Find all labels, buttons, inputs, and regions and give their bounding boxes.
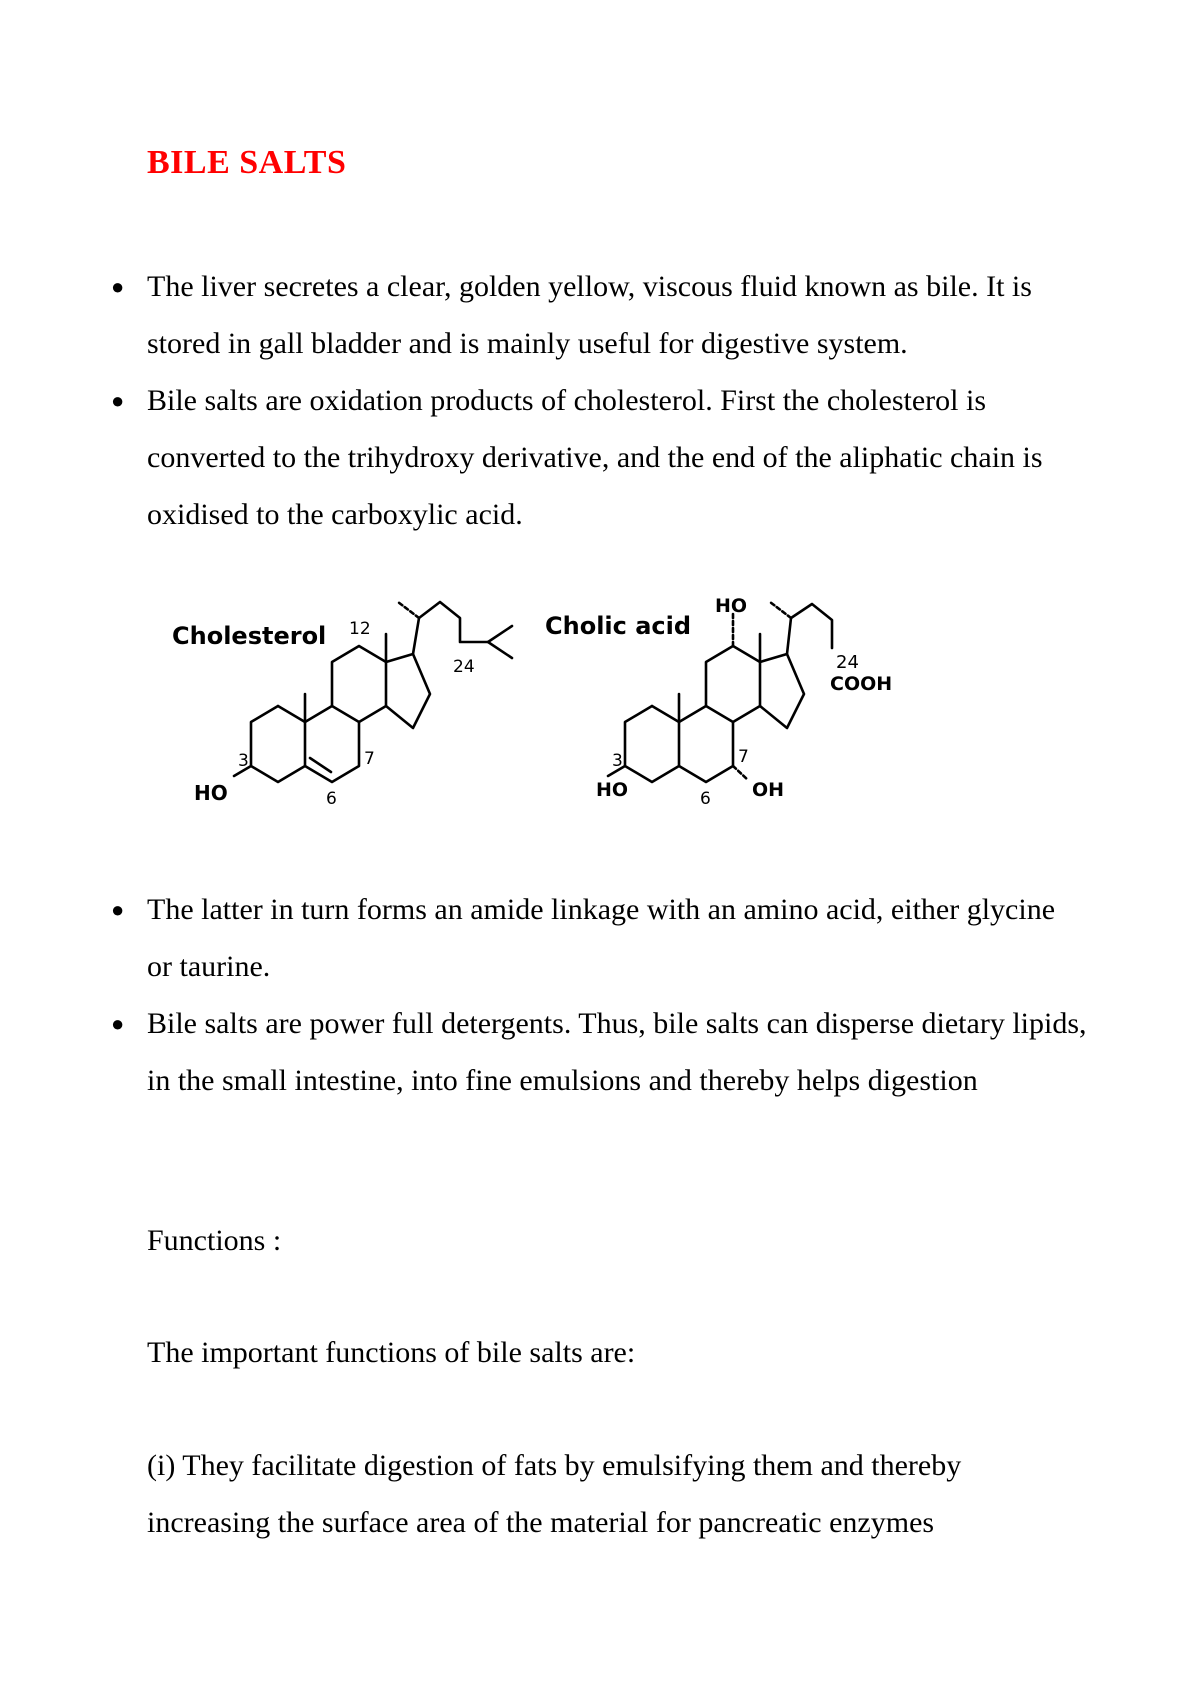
cholic-acid-c7-label: 7 xyxy=(738,747,749,767)
cholic-acid-oh-label: OH xyxy=(752,779,785,801)
cholesterol-label: Cholesterol xyxy=(172,622,327,650)
cholesterol-c12-label: 12 xyxy=(349,619,371,639)
cholic-acid-c24-label: 24 xyxy=(836,652,859,673)
cholesterol-ho-label: HO xyxy=(194,781,228,805)
bullet-dot-icon: ● xyxy=(111,274,125,299)
page-title: BILE SALTS xyxy=(147,144,347,181)
cholic-acid-labels xyxy=(545,595,892,809)
list-item xyxy=(111,258,1087,372)
list-item-text: Bile salts are oxidation products of cholesterol. First the cholesterol is converted to the trihydroxy derivative, and the end of the aliphatic chain is oxidised to the carboxylic acid. xyxy=(147,384,1043,531)
cholic-acid-label: Cholic acid xyxy=(545,612,692,640)
bullet-dot-icon: ● xyxy=(111,1011,125,1036)
list-item xyxy=(111,995,1087,1109)
bullet-dot-icon: ● xyxy=(111,897,125,922)
bullet-dot-icon: ● xyxy=(111,388,125,413)
list-item-text: Bile salts are power full detergents. Thus, bile salts can disperse dietary lipids, in the small intestine, into fine emulsions and thereby helps digestion xyxy=(147,1007,1087,1097)
chemical-structures-diagram xyxy=(170,590,950,880)
bullet-list-details xyxy=(111,881,1087,1109)
cholesterol-c3-label: 3 xyxy=(238,751,249,771)
cholesterol-c7-label: 7 xyxy=(364,749,375,769)
cholesterol-c6-label: 6 xyxy=(326,789,337,809)
functions-heading: Functions : xyxy=(147,1224,282,1257)
cholesterol-labels xyxy=(172,619,475,809)
structure-figure xyxy=(170,590,950,880)
cholic-acid-c6-label: 6 xyxy=(700,789,711,809)
cholic-acid-ho-label: HO xyxy=(596,779,629,801)
functions-intro: The important functions of bile salts are: xyxy=(147,1336,636,1369)
list-item-text: The liver secretes a clear, golden yellow, viscous fluid known as bile. It is stored in gall bladder and is mainly useful for digestive system. xyxy=(147,270,1032,360)
list-item-text: The latter in turn forms an amide linkage with an amino acid, either glycine or taurine. xyxy=(147,893,1056,983)
cholesterol-c24-label: 24 xyxy=(453,657,475,677)
cholic-acid-c3-label: 3 xyxy=(612,751,623,771)
function-item: (i) They facilitate digestion of fats by emulsifying them and thereby increasing the surface area of the material for pancreatic enzymes xyxy=(147,1449,962,1539)
bullet-list-intro xyxy=(111,258,1087,543)
cholic-acid-cooh-label: COOH xyxy=(830,673,893,695)
list-item xyxy=(111,881,1087,995)
list-item xyxy=(111,372,1087,543)
cholic-acid-ho-top-label: HO xyxy=(715,595,748,617)
